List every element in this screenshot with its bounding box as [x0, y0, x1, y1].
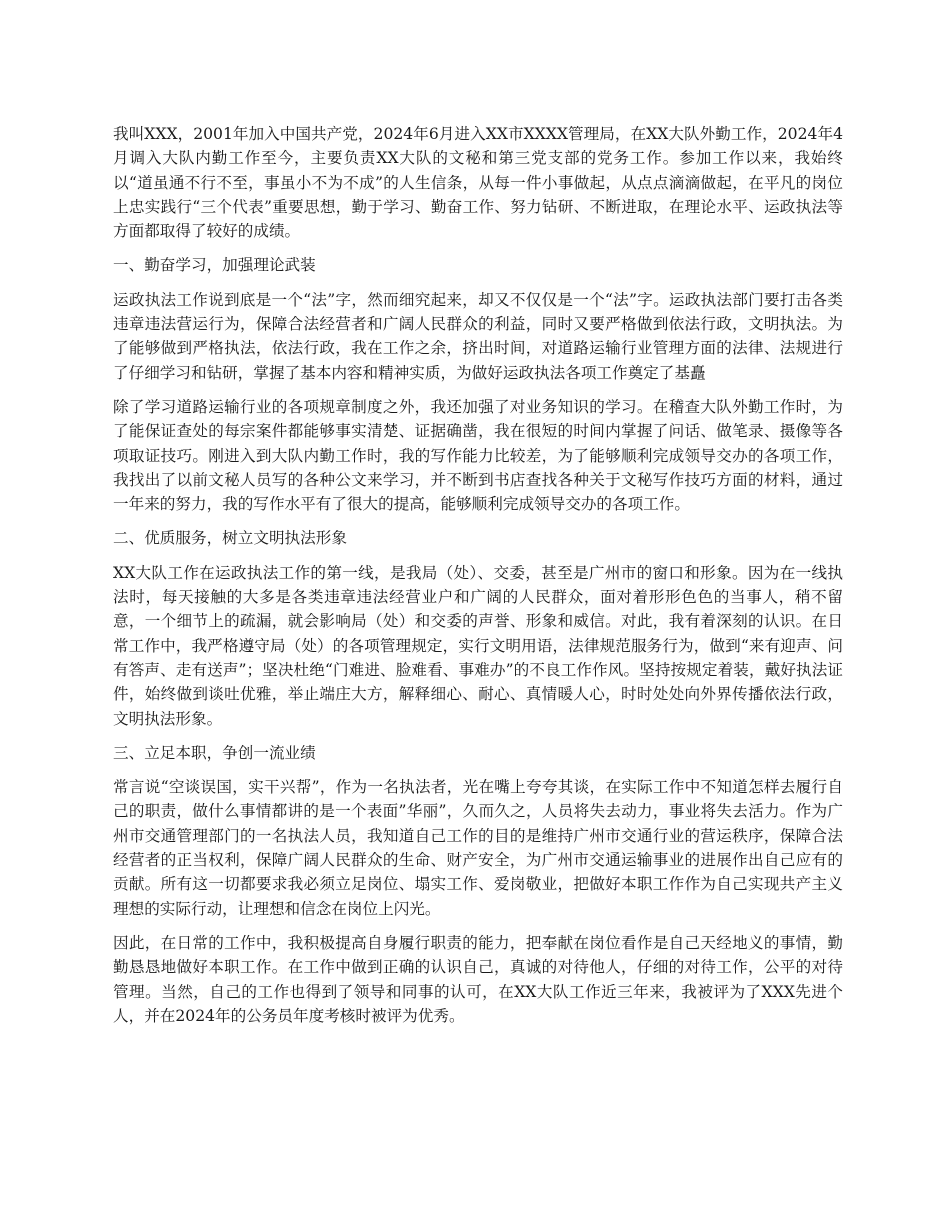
section-3-paragraph-1: 常言说“空谈误国，实干兴帮”，作为一名执法者，光在嘴上夸夸其谈，在实际工作中不知道怎样去履行自己的职责，做什么事情都讲的是一个表面”华丽”，久而久之，人员将失去动力，事业将失去活力。作为广州市交通管理部门的一名执法人员，我知道自己工作的目的是维持广州市交通行业的营运秩序，保障合法经营者的正当权利，保障广阔人民群众的生命、财产安全，为广州市交通运输事业的进展作出自己应有的贡献。所有这一切都要求我必须立足岗位、塌实工作、爱岗敬业，把做好本职工作作为自己实现共产主义理想的实际行动，让理想和信念在岗位上闪光。	[113, 778, 843, 918]
intro-paragraph: 我叫XXX，2001年加入中国共产党，2024年6月进入XX市XXXX管理局，在XX大队外勤工作，2024年4月调入大队内勤工作至今，主要负责XX大队的文秘和第三党支部的党务工作。参加工作以来，我始终以“道虽通不行不至，事虽小不为不成”的人生信条，从每一件小事做起，从点点滴滴做起，在平凡的岗位上忠实践行“三个代表”重要思想，勤于学习、勤奋工作、努力钻研、不断进取，在理论水平、运政执法等方面都取得了较好的成绩。	[113, 125, 843, 241]
section-1-paragraph-1: 运政执法工作说到底是一个“法”字，然而细究起来，却又不仅仅是一个“法”字。运政执法部门要打击各类违章违法营运行为，保障合法经营者和广阔人民群众的利益，同时又要严格做到依法行政，文明执法。为了能够做到严格执法，依法行政，我在工作之余，挤出时间，对道路运输行业管理方面的法律、法规进行了仔细学习和钻研，掌握了基本内容和精神实质，为做好运政执法各项工作奠定了基矗	[113, 290, 843, 382]
section-2-paragraph-1: XX大队工作在运政执法工作的第一线，是我局（处）、交委，甚至是广州市的窗口和形象。因为在一线执法时，每天接触的大多是各类违章违法经营业户和广阔的人民群众，面对着形形色色的当事人，稍不留意，一个细节上的疏漏，就会影响局（处）和交委的声誉、形象和威信。对此，我有着深刻的认识。在日常工作中，我严格遵守局（处）的各项管理规定，实行文明用语，法律规范服务行为，做到“来有迎声、问有答声、走有送声”；坚决杜绝“门难进、脸难看、事难办”的不良工作作风。坚持按规定着装，戴好执法证件，始终做到谈吐优雅，举止端庄大方，解释细心、耐心、真情暖人心，时时处处向外界传播依法行政，文明执法形象。	[113, 563, 843, 728]
section-1-paragraph-2: 除了学习道路运输行业的各项规章制度之外，我还加强了对业务知识的学习。在稽查大队外勤工作时，为了能保证查处的每宗案件都能够事实清楚、证据确凿，我在很短的时间内掌握了问话、做笔录、摄像等各项取证技巧。刚进入到大队内勤工作时，我的写作能力比较差，为了能够顺利完成领导交办的各项工作，我找出了以前文秘人员写的各种公文来学习，并不断到书店查找各种关于文秘写作技巧方面的材料，通过一年来的努力，我的写作水平有了很大的提高，能够顺利完成领导交办的各项工作。	[113, 397, 843, 514]
section-3-paragraph-2: 因此，在日常的工作中，我积极提高自身履行职责的能力，把奉献在岗位看作是自己天经地义的事情，勤勤恳恳地做好本职工作。在工作中做到正确的认识自己，真诚的对待他人，仔细的对待工作，公平的对待管理。当然，自己的工作也得到了领导和同事的认可，在XX大队工作近三年来，我被评为了XXX先进个人，并在2024年的公务员年度考核时被评为优秀。	[113, 933, 843, 1025]
section-heading-3: 三、立足本职，争创一流业绩	[113, 743, 316, 762]
section-heading-2: 二、优质服务，树立文明执法形象	[113, 529, 347, 548]
document-body	[113, 122, 843, 1038]
section-heading-1: 一、勤奋学习，加强理论武装	[113, 256, 316, 275]
